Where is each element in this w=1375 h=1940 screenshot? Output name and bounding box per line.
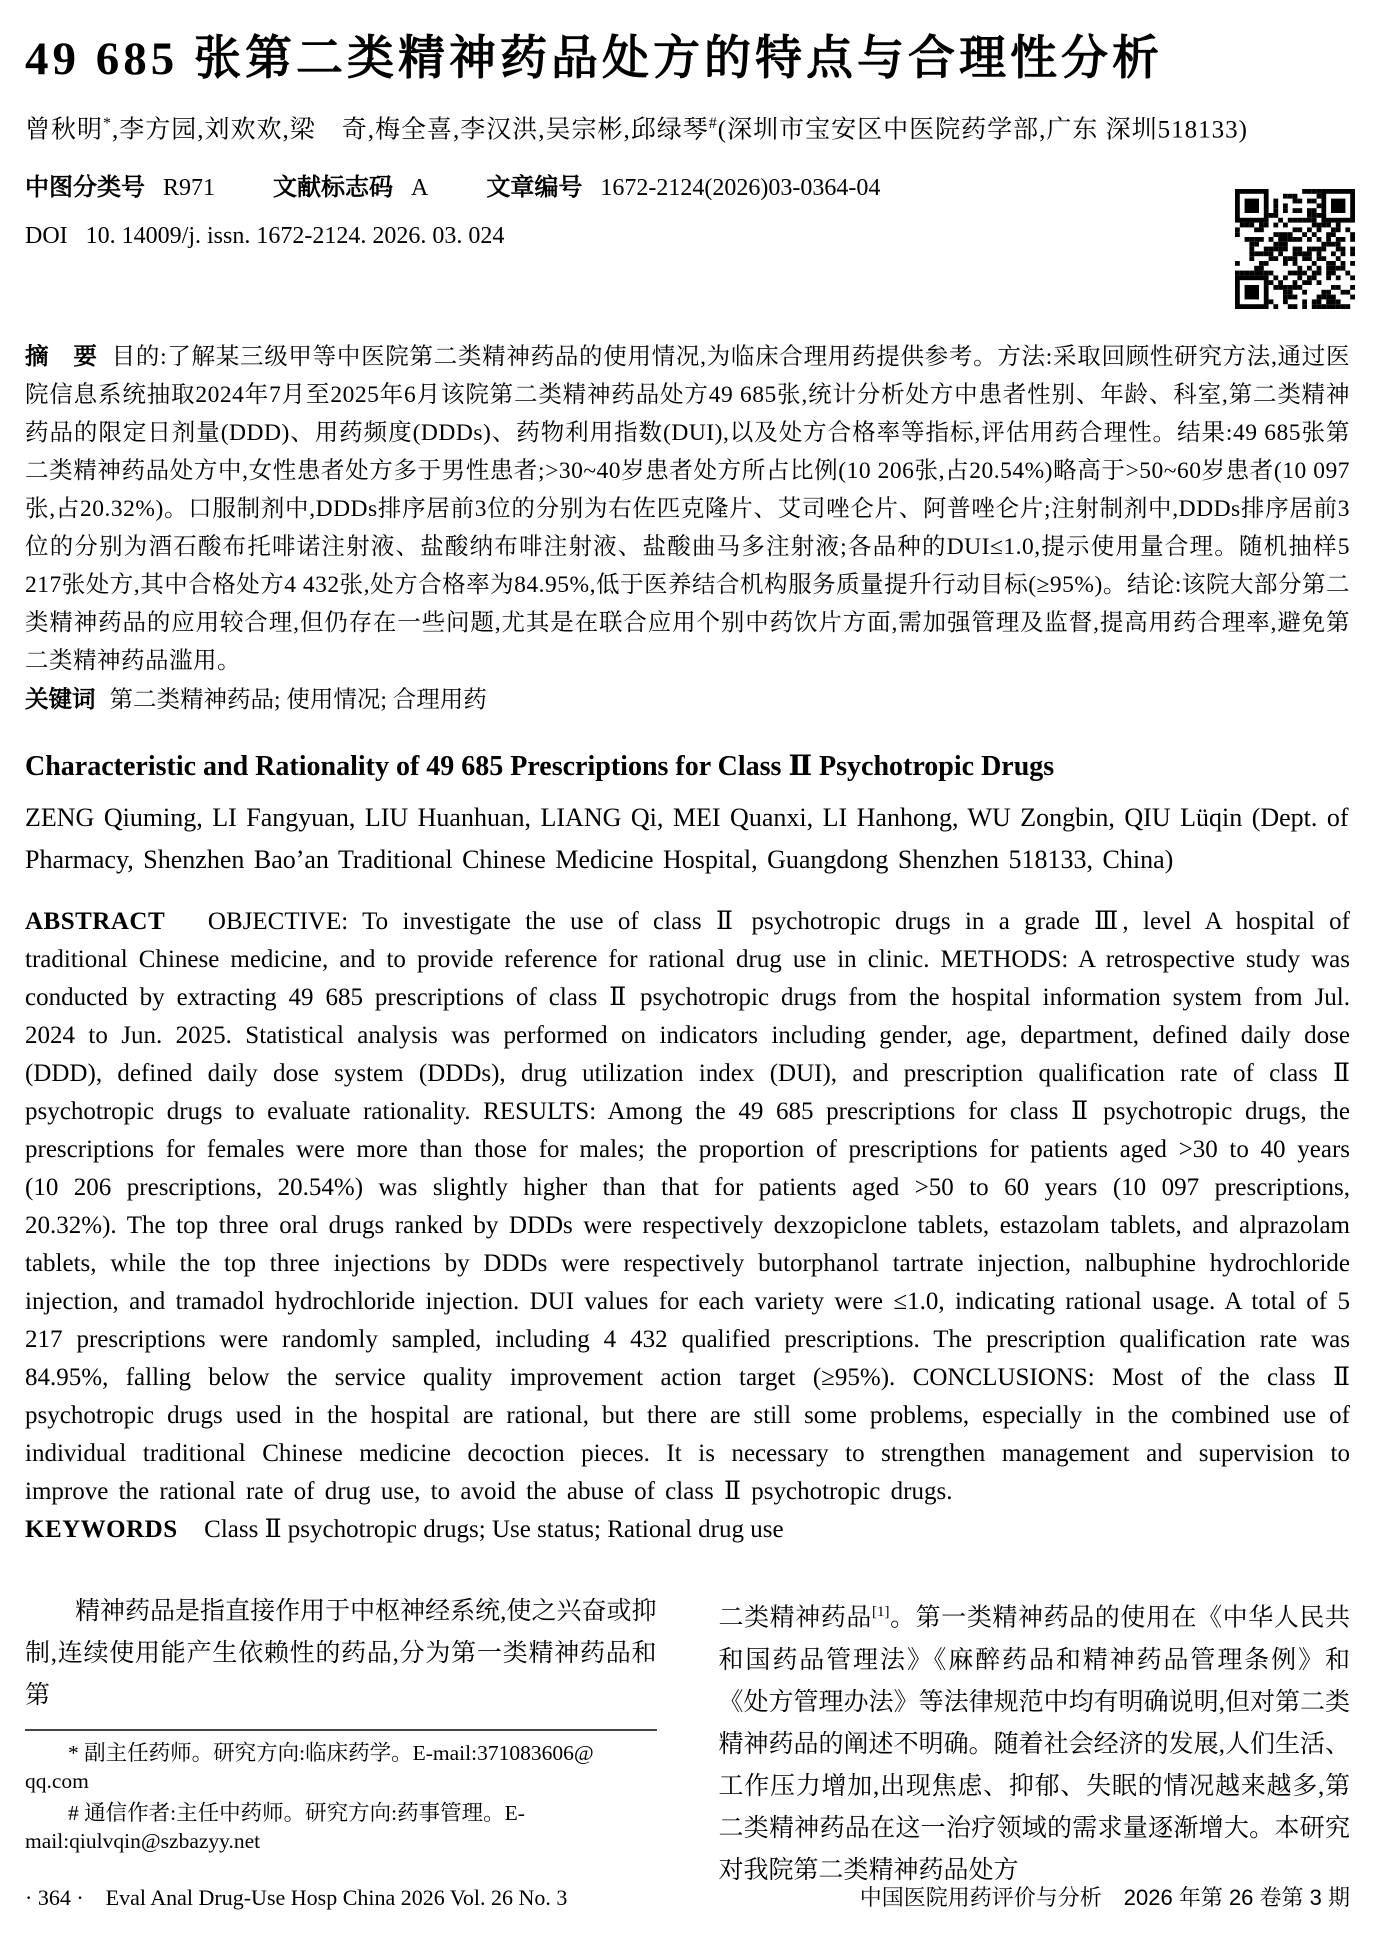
author-footnote-marker-star: * [103,114,113,132]
body-paragraph-right [719,1591,1351,1891]
footnote-divider [25,1729,657,1731]
clc-label: 中图分类号 [25,174,145,202]
left-column [25,1591,657,1854]
footnote-corresponding-1: * 副主任药师。研究方向:临床药学。E-mail:371083606@ qq.com [25,1741,594,1794]
author-first: 曾秋明 [25,116,104,144]
keywords-en-text: Class Ⅱ psychotropic drugs; Use status; Rational drug use [204,1516,784,1544]
body-paragraph-left: 精神药品是指直接作用于中枢神经系统,使之兴奋或抑制,连续使用能产生依赖性的药品,分为第一类精神药品和第 [25,1598,657,1710]
authors-line [25,105,1350,149]
authors-middle: ,李方园,刘欢欢,梁 奇,梅全喜,李汉洪,吴宗彬,邱绿琴 [112,116,709,144]
footnotes [25,1739,657,1855]
abstract-cn-label: 摘 要 [25,343,98,370]
page-footer [25,1881,1350,1912]
english-authors: ZENG Qiuming, LI Fangyuan, LIU Huanhuan, LIANG Qi, MEI Quanxi, LI Hanhong, WU Zongbin, QIU Lüqin (Dept. of Pharmacy, Shenzhen Bao’an Traditional Chinese Medicine Hospital, Guangdong Shenzhen 518133, China) [25,803,1349,875]
doi-value: 10. 14009/j. issn. 1672-2124. 2026. 03. 024 [85,223,505,250]
qr-code-icon [1235,189,1355,309]
keywords-en-label: KEYWORDS [25,1516,178,1544]
clc-value: R971 [163,175,216,202]
page-title: 49 685 张第二类精神药品处方的特点与合理性分析 [25,33,1163,85]
keywords-en [25,1511,1350,1549]
reference-marker-1: [1] [872,1604,890,1621]
article-id-label: 文章编号 [486,174,583,202]
authors-affiliation: (深圳市宝安区中医院药学部,广东 深圳518133) [717,116,1248,144]
english-title: Characteristic and Rationality of 49 685 Prescriptions for Class Ⅱ Psychotropic Drugs [25,751,1055,783]
keywords-cn [25,680,1350,719]
footer-page-journal-en: · 364 · Eval Anal Drug-Use Hosp China 2026 Vol. 26 No. 3 [25,1885,568,1910]
doc-code-label: 文献标志码 [273,174,394,202]
abstract-en [25,903,1350,1511]
footnote-corresponding-2: # 通信作者:主任中药师。研究方向:药事管理。E-mail:qiulvqin@szbazyy.net [25,1801,525,1854]
doc-code-value: A [411,175,429,202]
article-meta [25,171,1350,311]
abstract-en-label: ABSTRACT [25,908,166,936]
doi-label: DOI [25,223,68,250]
keywords-cn-text: 第二类精神药品; 使用情况; 合理用药 [109,687,487,714]
doi-row [25,219,1200,253]
footer-journal-cn: 中国医院用药评价与分析 2026 年第 26 卷第 3 期 [859,1885,1350,1910]
body-right-pre: 二类精神药品 [718,1604,872,1632]
abstract-cn [25,337,1350,680]
author-footnote-marker-hash: # [708,114,718,132]
keywords-cn-label: 关键词 [25,686,96,713]
article-id-value: 1672-2124(2026)03-0364-04 [600,175,881,202]
body-right-post: 。第一类精神药品的使用在《中华人民共和国药品管理法》《麻醉药品和精神药品管理条例》和《处方管理办法》等法律规范中均有明确说明,但对第二类精神药品的阐述不明确。随着社会经济的发展,人们生活、工作压力增加,出现焦虑、抑郁、失眠的情况越来越多,第二类精神药品在这一治疗领域的需求量逐渐增大。本研究对我院第二类精神药品处方 [718,1604,1350,1884]
abstract-en-text: OBJECTIVE: To investigate the use of class Ⅱ psychotropic drugs in a grade Ⅲ, level A hospital of traditional Chinese medicine, and to provide reference for rational drug use in clinic. METHODS: A retrospective study was conducted by extracting 49 685 prescriptions of class Ⅱ psychotropic drugs from the hospital information system from Jul. 2024 to Jun. 2025. Statistical analysis was performed on indicators including gender, age, department, defined daily dose (DDD), defined daily dose system (DDDs), drug utilization index (DUI), and prescription qualification rate of class Ⅱ psychotropic drugs to evaluate rationality. RESULTS: Among the 49 685 prescriptions for class Ⅱ psychotropic drugs, the prescriptions for females were more than those for males; the proportion of prescriptions for patients aged >30 to 40 years (10 206 prescriptions, 20.54%) was slightly higher than that for patients aged >50 to 60 years (10 097 prescriptions, 20.32%). The top three oral drugs ranked by DDDs were respectively dexzopiclone tablets, estazolam tablets, and alprazolam tablets, while the top three injections by DDDs were respectively butorphanol tartrate injection, nalbuphine hydrochloride injection, and tramadol hydrochloride injection. DUI values for each variety were ≤1.0, indicating rational usage. A total of 5 217 prescriptions were randomly sampled, including 4 432 qualified prescriptions. The prescription qualification rate was 84.95%, falling below the service quality improvement action target (≥95%). CONCLUSIONS: Most of the class Ⅱ psychotropic drugs used in the hospital are rational, but there are still some problems, especially in the combined use of individual traditional Chinese medicine decoction pieces. It is necessary to strengthen management and supervision to improve the rational rate of drug use, to avoid the abuse of class Ⅱ psychotropic drugs. [25,908,1351,1506]
right-column [718,1591,1351,1884]
classification-row [25,171,1200,205]
body-columns [25,1591,1350,1884]
abstract-cn-text: 目的:了解某三级甲等中医院第二类精神药品的使用情况,为临床合理用药提供参考。方法:采取回顾性研究方法,通过医院信息系统抽取2024年7月至2025年6月该院第二类精神药品处方49 685张,统计分析处方中患者性别、年龄、科室,第二类精神药品的限定日剂量(DDD)、用药频度(DDDs)、药物利用指数(DUI),以及处方合格率等指标,评估用药合理性。结果:49 685张第二类精神药品处方中,女性患者处方多于男性患者;>30~40岁患者处方所占比例(10 206张,占20.54%)略高于>50~60岁患者(10 097张,占20.32%)。口服制剂中,DDDs排序居前3位的分别为右佐匹克隆片、艾司唑仑片、阿普唑仑片;注射制剂中,DDDs排序居前3位的分别为酒石酸布托啡诺注射液、盐酸纳布啡注射液、盐酸曲马多注射液;各品种的DUI≤1.0,提示使用量合理。随机抽样5 217张处方,其中合格处方4 432张,处方合格率为84.95%,低于医养结合机构服务质量提升行动目标(≥95%)。结论:该院大部分第二类精神药品的应用较合理,但仍存在一些问题,尤其是在联合应用个别中药饮片方面,需加强管理及监督,提高用药合理率,避免第二类精神药品滥用。 [25,344,1350,675]
